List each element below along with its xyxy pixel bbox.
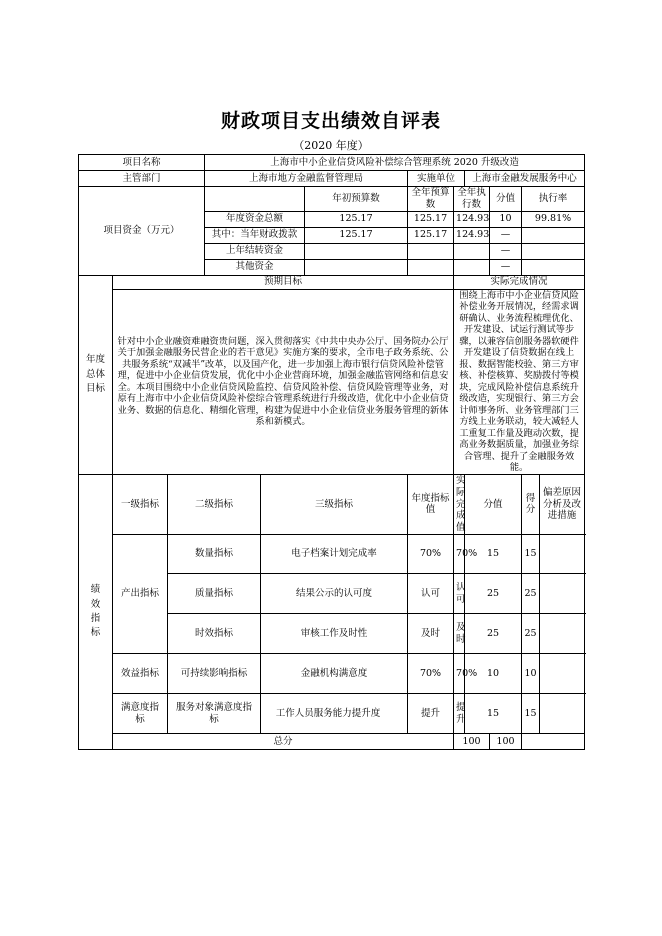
perf-l2: 质量指标 bbox=[168, 574, 261, 614]
perf-header-row bbox=[79, 474, 585, 534]
funds-header-c3: 全年执行数 bbox=[454, 187, 490, 212]
impl-label: 实施单位 bbox=[408, 171, 465, 187]
perf-got: 15 bbox=[522, 694, 540, 734]
perf-output-label: 产出指标 bbox=[113, 535, 168, 654]
perf-total-row bbox=[79, 734, 585, 750]
perf-total-got: 100 bbox=[490, 734, 522, 750]
perf-target: 认可 bbox=[408, 574, 454, 614]
row-project-name bbox=[79, 155, 585, 171]
dept-value: 上海市地方金融监督管理局 bbox=[205, 171, 408, 187]
funds-c1: 125.17 bbox=[305, 227, 408, 243]
perf-score: 25 bbox=[465, 614, 522, 654]
perf-reason bbox=[540, 694, 585, 734]
perf-reason bbox=[540, 654, 585, 694]
perf-reason bbox=[540, 574, 585, 614]
project-name: 上海市中小企业信贷风险补偿综合管理系统 2020 升级改造 bbox=[205, 155, 585, 171]
goals-expected-text: 针对中小企业融资难融资贵问题，深入贯彻落实《中共中央办公厅、国务院办公厅关于加强金融服务民营企业的若干意见》实施方案的要求，全市电子政务系统、公共服务系统“双减半”改革，以及国产化，进一步加强上海市银行信贷风险补偿管理，促进中小企业信贷发展，优化中小企业营商环境，加强金融监管网络和信息安全。本项目围绕中小企业信贷风险监控、信贷风险补偿、信贷风险管理等业务，对原有上海市中小企业信贷风险补偿综合管理系统进行升级改造，优化中小企业信贷业务、数据的信息化、精细化管理，构建为促进中小企业信贷业务服务管理的新体系和新模式。 bbox=[113, 289, 454, 474]
funds-header-c1: 年初预算数 bbox=[305, 187, 408, 212]
funds-c2: 125.17 bbox=[408, 211, 454, 227]
funds-c5 bbox=[522, 243, 585, 259]
goals-label-text: 年度总体目标 bbox=[85, 354, 105, 394]
funds-c3: 124.93 bbox=[454, 227, 490, 243]
perf-l3: 工作人员服务能力提升度 bbox=[261, 694, 408, 734]
perf-score: 15 bbox=[465, 694, 522, 734]
perf-header-target: 年度指标值 bbox=[408, 474, 454, 534]
perf-total-reason bbox=[522, 734, 585, 750]
report-year: （2020 年度） bbox=[293, 139, 369, 152]
goals-content-row bbox=[79, 289, 585, 474]
row-departments bbox=[79, 171, 585, 187]
funds-row-name: 其中：当年财政拨款 bbox=[205, 227, 305, 243]
funds-header-blank bbox=[205, 187, 305, 212]
perf-l2: 服务对象满意度指标 bbox=[168, 694, 261, 734]
goals-actual-header: 实际完成情况 bbox=[454, 275, 585, 289]
perf-actual: 认可 bbox=[454, 574, 465, 614]
funds-c1: 125.17 bbox=[305, 211, 408, 227]
perf-header-actual: 实际完成值 bbox=[454, 474, 465, 534]
funds-c5: 99.81% bbox=[522, 211, 585, 227]
funds-header-c5: 执行率 bbox=[522, 187, 585, 212]
funds-c2 bbox=[408, 243, 454, 259]
funds-c5 bbox=[522, 227, 585, 243]
goals-actual-text: 围绕上海市中小企业信贷风险补偿业务开展情况，经需求调研确认、业务流程梳理优化、开发建设、试运行测试等步骤，以兼容信创服务器软硬件开发建设了信贷数据在线上报、数据智能校验、第三方审核、补偿核算、奖励拨付等模块，完成风险补偿信息系统升级改造，实现银行、第三方会计师事务所、业务管理部门三方线上业务联动，较大减轻人工重复工作量及跑动次数，提高业务数据质量，加强业务综合管理、提升了金融服务效能。 bbox=[454, 289, 585, 474]
perf-total-label: 总分 bbox=[113, 734, 454, 750]
funds-row-name: 上年结转资金 bbox=[205, 243, 305, 259]
perf-got: 15 bbox=[522, 535, 540, 574]
perf-header-l2: 二级指标 bbox=[168, 474, 261, 534]
perf-score: 15 bbox=[465, 535, 522, 574]
funds-c2 bbox=[408, 259, 454, 275]
funds-c3 bbox=[454, 259, 490, 275]
perf-label-text: 绩效指标 bbox=[90, 584, 101, 639]
perf-score: 25 bbox=[465, 574, 522, 614]
perf-benefit-label: 效益指标 bbox=[113, 654, 168, 694]
perf-target: 70% bbox=[408, 535, 454, 574]
funds-c1 bbox=[305, 259, 408, 275]
funds-c2: 125.17 bbox=[408, 227, 454, 243]
perf-header-score: 分值 bbox=[465, 474, 522, 534]
funds-row-name: 年度资金总额 bbox=[205, 211, 305, 227]
perf-label bbox=[79, 474, 113, 749]
funds-header-row bbox=[79, 187, 585, 212]
perf-total-score: 100 bbox=[454, 734, 490, 750]
funds-c1 bbox=[305, 243, 408, 259]
project-name-label: 项目名称 bbox=[79, 155, 205, 171]
funds-label: 项目资金（万元） bbox=[79, 187, 205, 276]
funds-c5 bbox=[522, 259, 585, 275]
perf-l3: 审核工作及时性 bbox=[261, 614, 408, 654]
perf-header-reason: 偏差原因分析及改进措施 bbox=[540, 474, 585, 534]
perf-got: 10 bbox=[522, 654, 540, 694]
perf-target: 70% bbox=[408, 654, 454, 694]
perf-l2: 时效指标 bbox=[168, 614, 261, 654]
perf-l2: 可持续影响指标 bbox=[168, 654, 261, 694]
perf-row bbox=[79, 654, 585, 694]
self-evaluation-table bbox=[78, 154, 585, 750]
perf-got: 25 bbox=[522, 614, 540, 654]
funds-header-c2: 全年预算数 bbox=[408, 187, 454, 212]
perf-row bbox=[79, 694, 585, 734]
impl-value: 上海市金融发展服务中心 bbox=[465, 171, 585, 187]
perf-l3: 结果公示的认可度 bbox=[261, 574, 408, 614]
perf-l3: 电子档案计划完成率 bbox=[261, 535, 408, 574]
perf-got: 25 bbox=[522, 574, 540, 614]
perf-actual: 提升 bbox=[454, 694, 465, 734]
perf-target: 提升 bbox=[408, 694, 454, 734]
perf-row bbox=[79, 535, 585, 574]
dept-label: 主管部门 bbox=[79, 171, 205, 187]
perf-satisfaction-label: 满意度指标 bbox=[113, 694, 168, 734]
perf-reason bbox=[540, 535, 585, 574]
goals-header-row bbox=[79, 275, 585, 289]
perf-header-l1: 一级指标 bbox=[113, 474, 168, 534]
perf-actual: 70% bbox=[454, 654, 465, 694]
funds-c3: 124.93 bbox=[454, 211, 490, 227]
perf-actual: 及时 bbox=[454, 614, 465, 654]
funds-header-c4: 分值 bbox=[490, 187, 522, 212]
funds-c4: — bbox=[490, 227, 522, 243]
funds-c3 bbox=[454, 243, 490, 259]
goals-label bbox=[79, 275, 113, 474]
perf-actual: 70% bbox=[454, 535, 465, 574]
perf-header-got: 得分 bbox=[522, 474, 540, 534]
perf-l3: 金融机构满意度 bbox=[261, 654, 408, 694]
page-title: 财政项目支出绩效自评表 bbox=[220, 110, 441, 132]
funds-c4: — bbox=[490, 259, 522, 275]
goals-expected-header: 预期目标 bbox=[113, 275, 454, 289]
perf-target: 及时 bbox=[408, 614, 454, 654]
perf-header-l3: 三级指标 bbox=[261, 474, 408, 534]
perf-score: 10 bbox=[465, 654, 522, 694]
funds-c4: — bbox=[490, 243, 522, 259]
funds-row-name: 其他资金 bbox=[205, 259, 305, 275]
perf-l2: 数量指标 bbox=[168, 535, 261, 574]
funds-c4: 10 bbox=[490, 211, 522, 227]
perf-reason bbox=[540, 614, 585, 654]
